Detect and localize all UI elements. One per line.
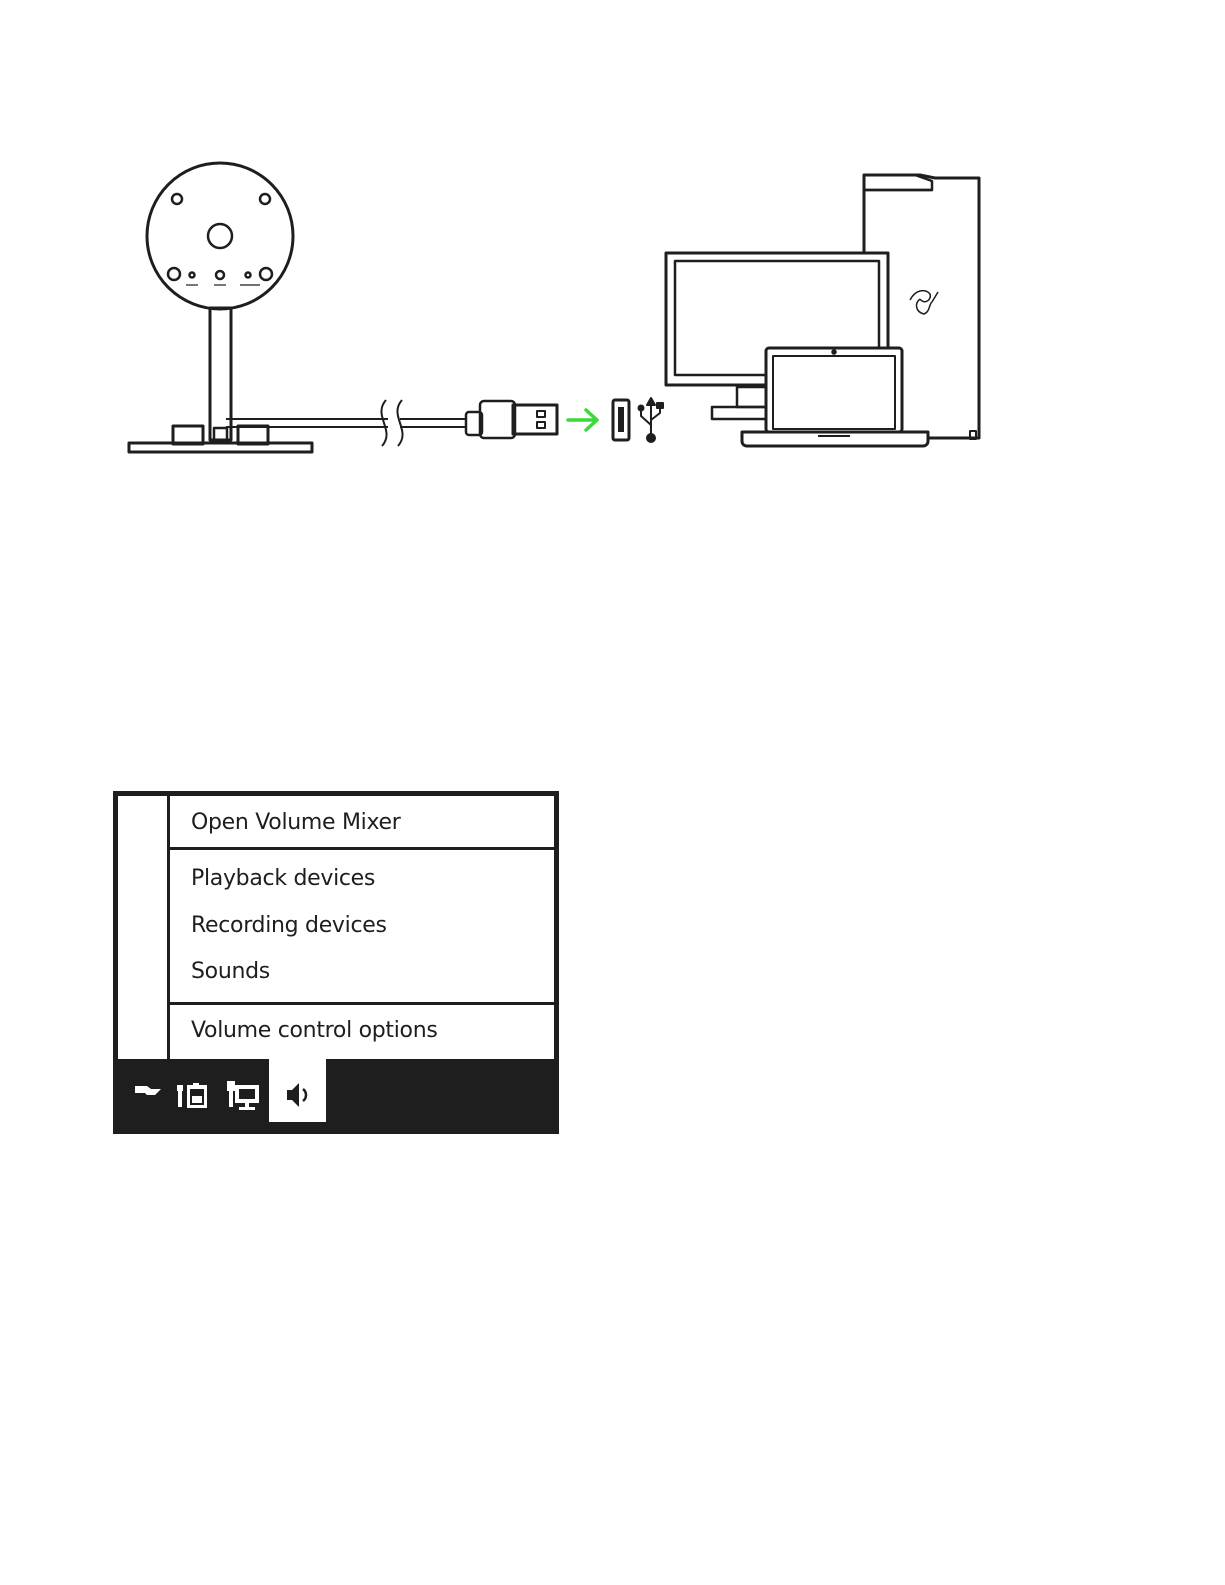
menu-item-recording-devices[interactable]: Recording devices bbox=[191, 913, 387, 938]
menu-item-volume-control-options[interactable]: Volume control options bbox=[191, 1018, 438, 1043]
laptop-icon bbox=[742, 348, 928, 446]
menu-panel bbox=[118, 796, 554, 1059]
taskbar-tray bbox=[113, 1059, 559, 1134]
speaker-stand-icon bbox=[129, 163, 312, 452]
menu-item-playback-devices[interactable]: Playback devices bbox=[191, 866, 376, 891]
flag-icon[interactable] bbox=[133, 1083, 163, 1103]
battery-icon[interactable] bbox=[175, 1079, 211, 1109]
usb-symbol-icon bbox=[639, 398, 664, 442]
menu-item-sounds[interactable]: Sounds bbox=[191, 959, 270, 984]
menu-icon-gutter bbox=[118, 796, 170, 1059]
connection-illustration bbox=[0, 0, 1225, 500]
menu-divider bbox=[170, 1002, 554, 1005]
speaker-icon[interactable] bbox=[283, 1081, 313, 1109]
menu-divider bbox=[170, 847, 554, 850]
menu-item-open-volume-mixer[interactable]: Open Volume Mixer bbox=[191, 810, 401, 835]
razer-logo-icon bbox=[910, 291, 938, 314]
network-icon[interactable] bbox=[225, 1079, 261, 1111]
usb-plug-icon bbox=[466, 401, 557, 438]
usb-port-icon bbox=[613, 400, 629, 440]
volume-context-menu bbox=[113, 791, 559, 1134]
arrow-right-icon bbox=[568, 410, 597, 430]
